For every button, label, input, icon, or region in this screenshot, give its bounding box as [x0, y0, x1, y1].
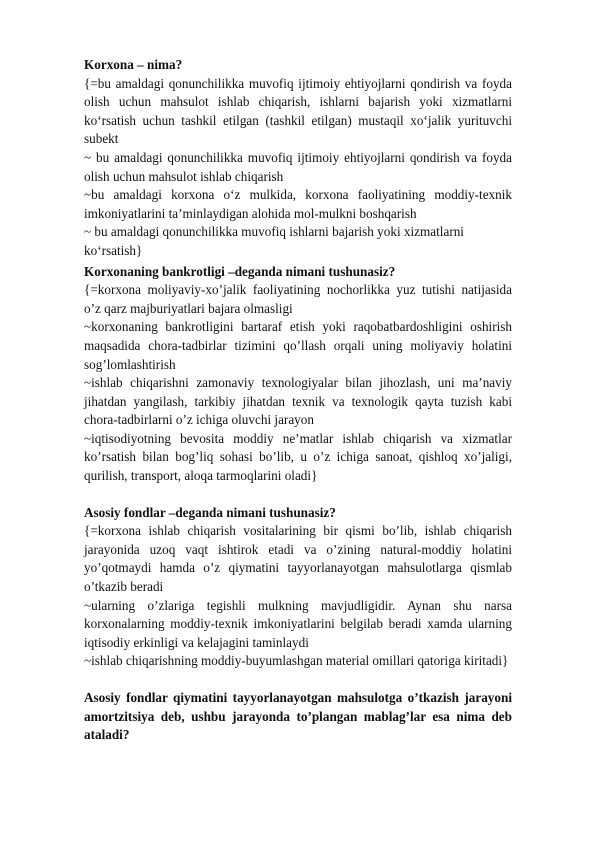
question-title: Asosiy fondlar –deganda nimani tushunasiz? [84, 504, 336, 520]
answer-option: ~ishlab chiqarishning moddiy-buyumlashgan material omillari qatoriga kiritadi} [84, 653, 509, 669]
question-title: Asosiy fondlar qiymatini tayyorlanayotgan mahsulotga o’tkazish jarayoni amortzitsiya deb, ushbu jarayonda to’plangan mablag’lar esa nima deb ataladi? [84, 690, 512, 743]
answer-option: {=bu amaldagi qonunchilikka muvofiq ijtimoiy ehtiyojlarni qondirish va foyda olish uchun mahsulot ishlab chiqarish, ishlarni bajarish yoki xizmatlarni koʻrsatish uchun tashkil etilgan (tashkil etilgan) mustaqil xoʻjalik yurituvchi subekt [84, 75, 512, 147]
answer-option: ~ishlab chiqarishni zamonaviy texnologiyalar bilan jihozlash, uni ma’naviy jihatdan yangilash, tarkibiy jihatdan texnik va texnologik qayta tuzish kabi chora-tadbirlarni o’z ichiga oluvchi jarayon [84, 375, 512, 428]
question-title: Korxona – nima? [84, 57, 183, 72]
answer-option: ~ bu amaldagi qonunchilikka muvofiq ishlarni bajarish yoki xizmatlarni koʻrsatish} [84, 224, 464, 258]
answer-option: ~korxonaning bankrotligini bartaraf etish yoki raqobatbardoshligini oshirish maqsadida chora-tadbirlar tizimini qo’llash orqali uning moliyaviy holatini sog’lomlashtirish [84, 319, 512, 372]
answer-option: ~ bu amaldagi qonunchilikka muvofiq ijtimoiy ehtiyojlarni qondirish va foyda olish uchun mahsulot ishlab chiqarish [84, 149, 512, 184]
answer-option: ~ularning o’zlariga tegishli mulkning mavjudligidir. Aynan shu narsa korxonalarning moddiy-texnik imkoniyatlarini belgilab beradi xamda ularning iqtisodiy erkinligi va kelajagini taminlaydi [84, 597, 512, 650]
question-title: Korxonaning bankrotligi –deganda nimani tushunasiz? [84, 263, 396, 279]
answer-option: ~iqtisodiyotning bevosita moddiy ne’matlar ishlab chiqarish va xizmatlar ko’rsatish bilan bog’liq sohasi bo’lib, u o’z ichiga sanoat, qishloq xo’jaligi, qurilish, transport, aloqa tarmoqlarini oladi} [84, 430, 512, 484]
answer-option: {=korxona moliyaviy-xo’jalik faoliyatining nochorlikka yuz tutishi natijasida o’z qarz majburiyatlari bajara olmasligi [84, 282, 512, 316]
answer-option: {=korxona ishlab chiqarish vositalarining bir qismi bo’lib, ishlab chiqarish jarayonida uzoq vaqt ishtirok etadi va o’zining natural-moddiy holatini yo’qotmaydi hamda o’z qiymatini tayyorlanayotgan mahsulotlarga qismlab o’tkazib beradi [84, 523, 512, 595]
answer-option: ~bu amaldagi korxona oʻz mulkida, korxona faoliyatining moddiy-texnik imkoniyatlarini ta’minlaydigan alohida mol-mulkni boshqarish [84, 187, 512, 221]
document-page [84, 56, 512, 745]
